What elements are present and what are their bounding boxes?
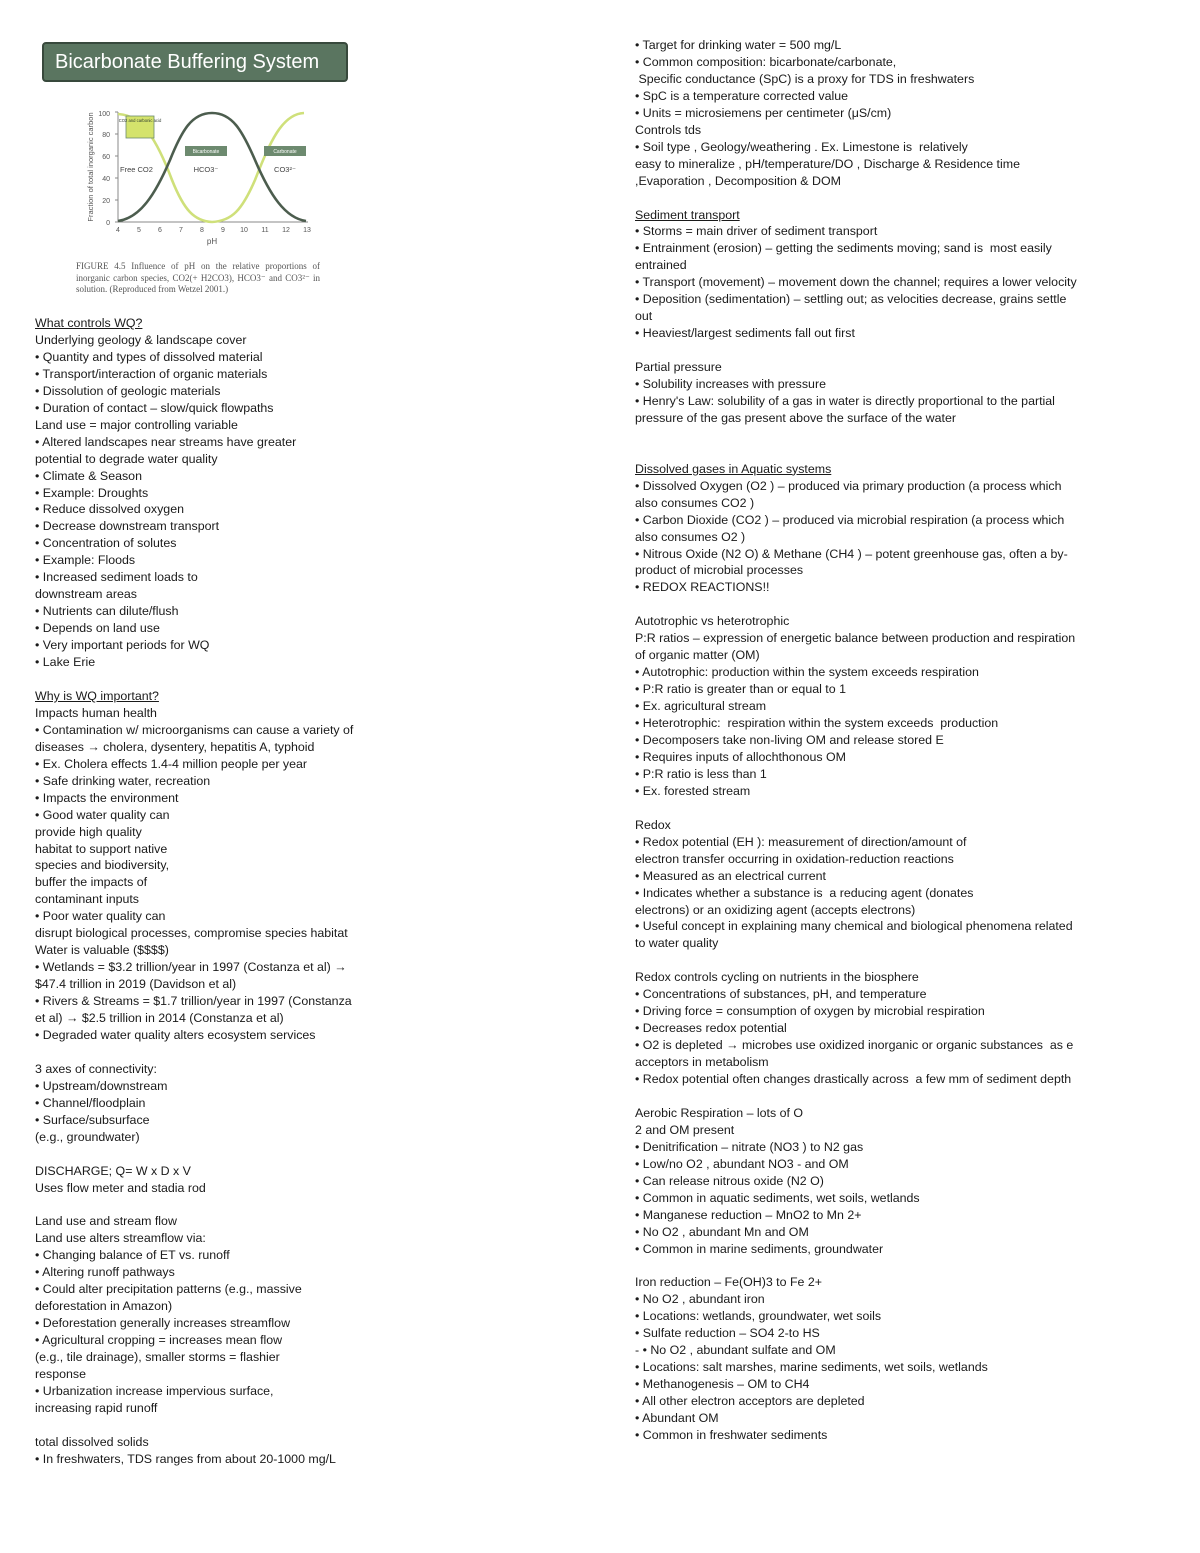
note-line: • Poor water quality can: [35, 909, 166, 924]
note-line: • Quantity and types of dissolved material: [35, 349, 263, 364]
note-line: • Storms = main driver of sediment transport: [635, 224, 878, 239]
note-line: [635, 1088, 1175, 1105]
note-line: [35, 1197, 595, 1214]
note-line: • Could alter precipitation patterns (e.g., massive: [35, 1282, 302, 1297]
x-tick: 10: [240, 227, 248, 234]
note-line: • Target for drinking water = 500 mg/L: [635, 38, 842, 52]
note-line: to water quality: [635, 936, 719, 951]
note-line: • Denitrification – nitrate (NO3 ) to N2 gas: [635, 1139, 864, 1154]
note-line: • Transport (movement) – movement down the channel; requires a lower velocity: [635, 275, 1077, 290]
note-line: • P:R ratio is greater than or equal to 1: [635, 682, 846, 697]
note-line: electrons) or an oxidizing agent (accepts electrons): [635, 902, 916, 917]
note-line: (e.g., tile drainage), smaller storms = flashier: [35, 1350, 280, 1365]
note-line: • Carbon Dioxide (CO2 ) – produced via microbial respiration (a process which: [635, 512, 1065, 527]
note-line: • Dissolved Oxygen (O2 ) – produced via primary production (a process which: [635, 478, 1062, 493]
note-line: Partial pressure: [635, 360, 722, 375]
note-line: • Example: Floods: [35, 553, 136, 568]
note-line: Controls tds: [635, 122, 702, 137]
note-line: $47.4 trillion in 2019 (Davidson et al): [35, 977, 237, 992]
note-line: • Surface/subsurface: [35, 1112, 150, 1127]
note-line: DISCHARGE; Q= W x D x V: [35, 1163, 191, 1178]
note-line: • Solubility increases with pressure: [635, 377, 826, 392]
figure-caption: FIGURE 4.5 Influence of pH on the relative proportions of inorganic carbon species, CO2(+ H2CO3), HCO3⁻ and CO3²⁻ in solution. (Reproduced from Wetzel 2001.): [76, 261, 320, 295]
note-line: [635, 427, 1175, 444]
note-line: • Heaviest/largest sediments fall out first: [635, 326, 855, 341]
note-line: • Concentrations of substances, pH, and temperature: [635, 987, 927, 1002]
note-line: [35, 1146, 595, 1163]
note-line: • Deforestation generally increases streamflow: [35, 1316, 291, 1331]
figure-banner: [42, 42, 348, 82]
note-line: • Impacts the environment: [35, 790, 179, 805]
note-line: • O2 is depleted → microbes use oxidized inorganic or organic substances as e: [635, 1038, 1074, 1053]
y-tick: 20: [102, 198, 110, 205]
note-line: • Indicates whether a substance is a reducing agent (donates: [635, 885, 974, 900]
note-line: • Sulfate reduction – SO4 2-to HS: [635, 1326, 820, 1341]
note-line: • Decreases redox potential: [635, 1021, 787, 1036]
note-line: • Entrainment (erosion) – getting the sediments moving; sand is most easily: [635, 241, 1052, 256]
note-line: • In freshwaters, TDS ranges from about 20-1000 mg/L: [35, 1451, 336, 1466]
note-line: • Autotrophic: production within the system exceeds respiration: [635, 665, 979, 680]
hco3-label: HCO3⁻: [193, 165, 219, 174]
x-axis-label: pH: [206, 237, 218, 246]
x-tick: 7: [179, 227, 183, 234]
note-line: • Manganese reduction – MnO2 to Mn 2+: [635, 1207, 862, 1222]
note-line: • P:R ratio is less than 1: [635, 766, 767, 781]
note-line: • No O2 , abundant iron: [635, 1292, 765, 1307]
note-line: • Nitrous Oxide (N2 O) & Methane (CH4 ) – potent greenhouse gas, often a by-: [635, 546, 1068, 561]
y-axis-label: Fraction of total inorganic carbon: [86, 112, 95, 222]
note-line: [635, 952, 1175, 969]
section-heading: Dissolved gases in Aquatic systems: [635, 461, 832, 476]
note-line: Specific conductance (SpC) is a proxy for TDS in freshwaters: [635, 71, 975, 86]
note-line: (e.g., groundwater): [35, 1129, 140, 1144]
note-line: [635, 596, 1175, 613]
note-line: • Concentration of solutes: [35, 536, 177, 551]
note-line: • Lake Erie: [35, 655, 96, 670]
note-line: • Decrease downstream transport: [35, 519, 220, 534]
note-line: • Ex. Cholera effects 1.4-4 million people per year: [35, 756, 308, 771]
y-tick: 60: [102, 154, 110, 161]
section-heading: What controls WQ?: [35, 316, 143, 330]
note-line: • Good water quality can: [35, 807, 170, 822]
section-heading: Sediment transport: [635, 207, 740, 222]
note-line: Water is valuable ($$$$): [35, 943, 169, 958]
note-line: • Henry's Law: solubility of a gas in water is directly proportional to the partial: [635, 393, 1055, 408]
note-line: [35, 671, 595, 688]
note-line: Uses flow meter and stadia rod: [35, 1180, 206, 1195]
note-line: Iron reduction – Fe(OH)3 to Fe 2+: [635, 1275, 822, 1290]
note-line: • Measured as an electrical current: [635, 868, 826, 883]
note-line: [35, 1044, 595, 1061]
note-line: entrained: [635, 258, 687, 273]
note-line: Redox: [635, 817, 671, 832]
note-line: • Rivers & Streams = $1.7 trillion/year in 1997 (Constanza: [35, 994, 352, 1009]
note-line: [35, 1417, 595, 1434]
note-line: deforestation in Amazon): [35, 1299, 173, 1314]
note-line: also consumes CO2 ): [635, 495, 755, 510]
note-line: Impacts human health: [35, 705, 157, 720]
co3-label: CO3²⁻: [274, 165, 296, 174]
co2-box-label: CO2 and carbonic acid: [118, 118, 162, 123]
note-line: of organic matter (OM): [635, 648, 760, 663]
note-line: pressure of the gas present above the surface of the water: [635, 410, 956, 425]
note-line: • Wetlands = $3.2 trillion/year in 1997 (Costanza et al) →: [35, 960, 347, 975]
note-line: • Altered landscapes near streams have greater: [35, 434, 297, 449]
note-line: • Redox potential (EH ): measurement of direction/amount of: [635, 834, 967, 849]
y-tick: 80: [102, 132, 110, 139]
note-line: • Contamination w/ microorganisms can cause a variety of: [35, 722, 354, 737]
note-line: [635, 190, 1175, 207]
note-line: • Common in freshwater sediments: [635, 1428, 828, 1443]
x-tick: 9: [221, 227, 225, 234]
note-line: Autotrophic vs heterotrophic: [635, 614, 790, 629]
note-line: 2 and OM present: [635, 1122, 735, 1137]
note-line: • Locations: salt marshes, marine sediments, wet soils, wetlands: [635, 1360, 988, 1375]
x-tick: 5: [137, 227, 141, 234]
y-tick-labels: [98, 111, 110, 227]
note-line: • Abundant OM: [635, 1411, 719, 1426]
note-line: • Useful concept in explaining many chemical and biological phenomena related: [635, 919, 1073, 934]
y-tick: 40: [102, 176, 110, 183]
left-column-notes: [35, 315, 595, 1468]
note-line: • Ex. forested stream: [635, 783, 751, 798]
note-line: Redox controls cycling on nutrients in the biosphere: [635, 970, 919, 985]
x-tick: 11: [261, 227, 269, 234]
note-line: • Channel/floodplain: [35, 1095, 146, 1110]
note-line: • Common in aquatic sediments, wet soils, wetlands: [635, 1190, 920, 1205]
note-line: • Requires inputs of allochthonous OM: [635, 749, 846, 764]
note-line: [635, 800, 1175, 817]
note-line: Land use and stream flow: [35, 1214, 177, 1229]
note-line: product of microbial processes: [635, 563, 804, 578]
note-line: • Upstream/downstream: [35, 1078, 168, 1093]
x-tick: 12: [282, 227, 290, 234]
note-line: out: [635, 309, 653, 324]
note-line: • Degraded water quality alters ecosystem services: [35, 1028, 316, 1043]
note-line: response: [35, 1367, 86, 1382]
note-line: electron transfer occurring in oxidation-reduction reactions: [635, 851, 954, 866]
note-line: [635, 444, 1175, 461]
note-line: provide high quality: [35, 824, 142, 839]
note-line: ,Evaporation , Decomposition & DOM: [635, 173, 841, 188]
note-line: • Ex. agricultural stream: [635, 699, 767, 714]
note-line: • Depends on land use: [35, 621, 160, 636]
note-line: • Very important periods for WQ: [35, 638, 210, 653]
note-line: Land use alters streamflow via:: [35, 1231, 206, 1246]
note-line: easy to mineralize , pH/temperature/DO , Discharge & Residence time: [635, 156, 1020, 171]
section-heading: Why is WQ important?: [35, 688, 159, 703]
note-line: 3 axes of connectivity:: [35, 1061, 157, 1076]
x-tick: 4: [116, 227, 120, 234]
note-line: • Increased sediment loads to: [35, 570, 198, 585]
note-line: • Heterotrophic: respiration within the system exceeds production: [635, 716, 999, 731]
note-line: acceptors in metabolism: [635, 1055, 769, 1070]
note-line: - • No O2 , abundant sulfate and OM: [635, 1343, 836, 1358]
bicarbonate-box-label: Bicarbonate: [192, 149, 220, 155]
note-line: • Climate & Season: [35, 468, 142, 483]
note-line: • Driving force = consumption of oxygen by microbial respiration: [635, 1004, 985, 1019]
note-line: • Transport/interaction of organic materials: [35, 366, 268, 381]
note-line: diseases → cholera, dysentery, hepatitis A, typhoid: [35, 739, 315, 754]
note-line: • Duration of contact – slow/quick flowpaths: [35, 400, 274, 415]
note-line: et al) → $2.5 trillion in 2014 (Constanza et al): [35, 1011, 284, 1026]
note-line: • Methanogenesis – OM to CH4: [635, 1377, 810, 1392]
free-co2-label: Free CO2: [120, 165, 153, 174]
note-line: • Soil type , Geology/weathering . Ex. Limestone is relatively: [635, 139, 968, 154]
note-line: • Can release nitrous oxide (N2 O): [635, 1173, 824, 1188]
right-column-notes: [635, 37, 1175, 1444]
note-line: • Safe drinking water, recreation: [35, 773, 211, 788]
x-tick-labels: [116, 227, 311, 234]
note-line: • Low/no O2 , abundant NO3 - and OM: [635, 1156, 849, 1171]
note-line: • Decomposers take non-living OM and release stored E: [635, 733, 944, 747]
note-line: [635, 1258, 1175, 1275]
note-line: • Common composition: bicarbonate/carbonate,: [635, 54, 897, 69]
note-line: • All other electron acceptors are depleted: [635, 1394, 865, 1409]
note-line: contaminant inputs: [35, 892, 140, 907]
note-line: Underlying geology & landscape cover: [35, 332, 247, 347]
note-line: downstream areas: [35, 587, 137, 602]
note-line: • Locations: wetlands, groundwater, wet soils: [635, 1309, 882, 1324]
note-line: • Altering runoff pathways: [35, 1265, 175, 1280]
note-line: • Nutrients can dilute/flush: [35, 604, 179, 619]
note-line: disrupt biological processes, compromise species habitat: [35, 926, 348, 941]
note-line: • Dissolution of geologic materials: [35, 383, 221, 398]
note-line: • Reduce dissolved oxygen: [35, 502, 184, 517]
note-line: • Example: Droughts: [35, 485, 149, 500]
note-line: also consumes O2 ): [635, 529, 746, 544]
note-line: • Deposition (sedimentation) – settling out; as velocities decrease, grains settle: [635, 292, 1067, 307]
note-line: • Common in marine sediments, groundwater: [635, 1241, 884, 1256]
note-line: [635, 342, 1175, 359]
y-tick: 100: [98, 111, 110, 118]
note-line: • Agricultural cropping = increases mean flow: [35, 1333, 283, 1348]
y-tick: 0: [106, 220, 110, 227]
note-line: increasing rapid runoff: [35, 1400, 158, 1415]
note-line: potential to degrade water quality: [35, 451, 218, 466]
note-line: • Redox potential often changes drastically across a few mm of sediment depth: [635, 1072, 1072, 1087]
note-line: • No O2 , abundant Mn and OM: [635, 1224, 809, 1239]
note-line: species and biodiversity,: [35, 858, 170, 873]
note-line: Aerobic Respiration – lots of O: [635, 1105, 804, 1120]
note-line: • Changing balance of ET vs. runoff: [35, 1248, 230, 1263]
note-line: P:R ratios – expression of energetic balance between production and respiration: [635, 631, 1076, 646]
carbonate-box-label: Carbonate: [273, 149, 297, 155]
note-line: • Units = microsiemens per centimeter (μS/cm): [635, 105, 892, 120]
x-tick: 8: [200, 227, 204, 234]
banner-title: Bicarbonate Buffering System: [55, 50, 320, 73]
note-line: • SpC is a temperature corrected value: [635, 88, 849, 103]
x-tick: 13: [303, 227, 311, 234]
x-tick: 6: [158, 227, 162, 234]
note-line: habitat to support native: [35, 841, 168, 856]
note-line: total dissolved solids: [35, 1434, 149, 1449]
note-line: buffer the impacts of: [35, 875, 148, 890]
note-line: • Urbanization increase impervious surface,: [35, 1383, 274, 1398]
note-line: • REDOX REACTIONS!!: [635, 580, 770, 595]
note-line: Land use = major controlling variable: [35, 417, 238, 432]
